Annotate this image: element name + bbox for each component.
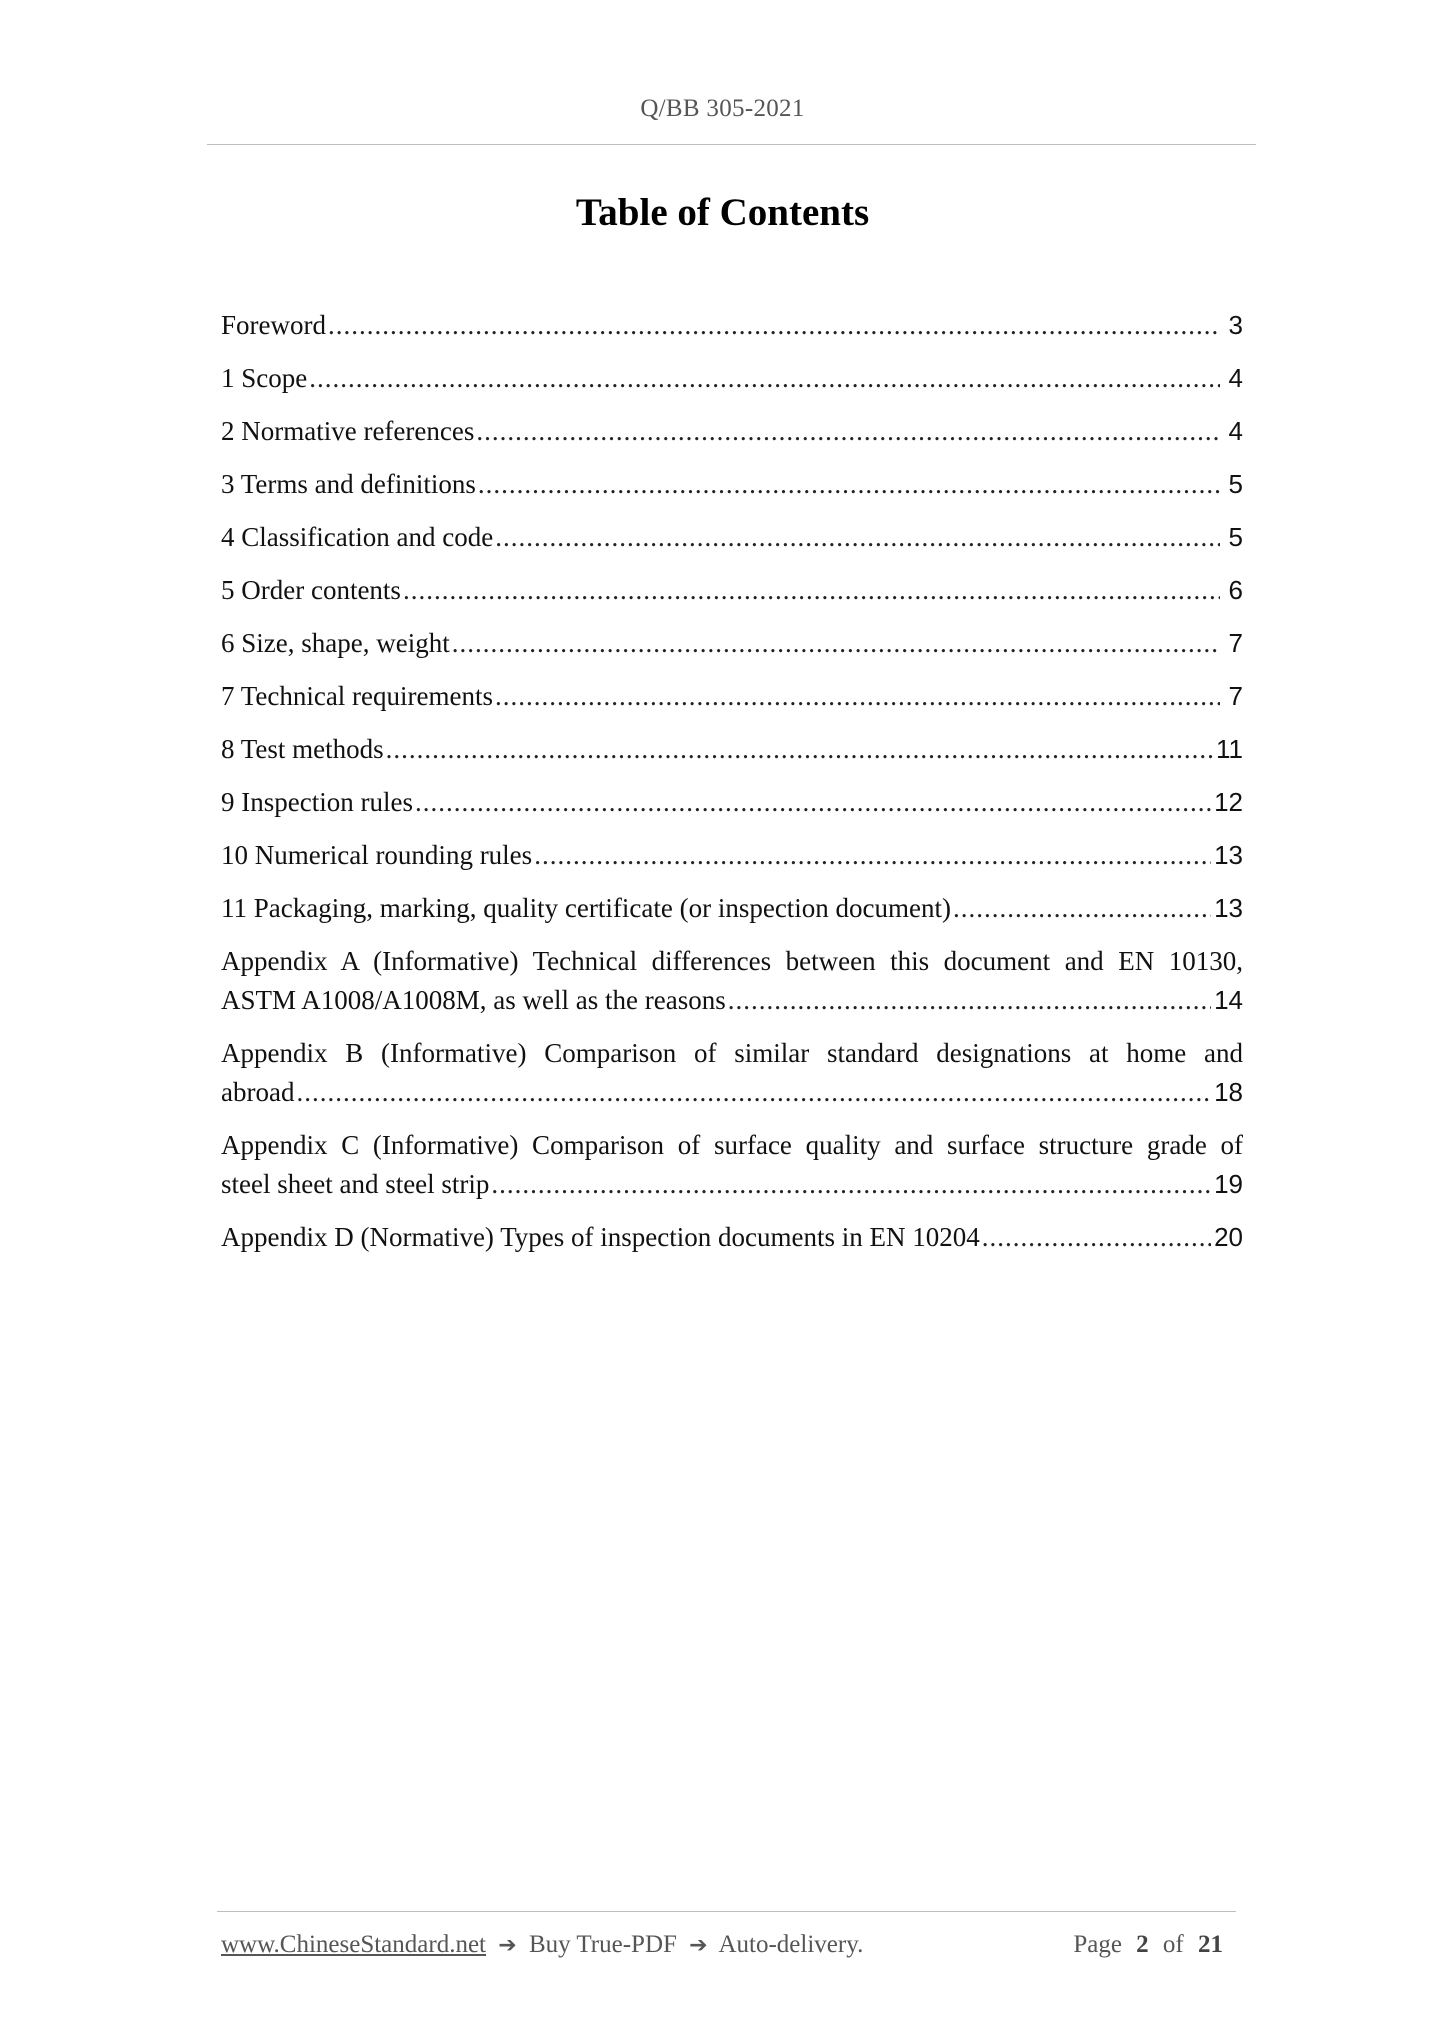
toc-entry-label: 1 Scope — [221, 363, 308, 393]
toc-page-number: 11 — [1216, 734, 1243, 764]
page-title: Table of Contents — [575, 191, 870, 234]
right-arrow-icon: ➔ — [498, 1933, 517, 1958]
toc-leader-dots — [328, 306, 1220, 345]
toc-entry-numerical-rounding-rules[interactable] — [221, 836, 1243, 875]
toc-leader-dots — [728, 981, 1211, 1020]
current-page-number: 2 — [1136, 1931, 1149, 1958]
toc-entry-label-line2: abroad — [221, 1077, 295, 1107]
toc-page-number: 6 — [1228, 575, 1243, 605]
toc-leader-dots — [403, 571, 1220, 610]
toc-entry-terms-definitions[interactable] — [221, 465, 1243, 504]
toc-entry-label-line2: ASTM A1008/A1008M, as well as the reasons — [221, 985, 726, 1015]
right-arrow-icon: ➔ — [689, 1933, 708, 1958]
page-of-label: of — [1162, 1931, 1184, 1958]
toc-leader-dots — [495, 677, 1220, 716]
toc-entry-label: 2 Normative references — [221, 416, 475, 446]
toc-page-number: 5 — [1228, 469, 1243, 499]
toc-page-number: 3 — [1228, 310, 1243, 340]
page-indicator — [1073, 1931, 1231, 1959]
toc-entry-label: 10 Numerical rounding rules — [221, 840, 533, 870]
toc-page-number: 14 — [1214, 985, 1243, 1015]
toc-entry-order-contents[interactable] — [221, 571, 1243, 610]
page-label: Page — [1073, 1931, 1122, 1958]
toc-entry-label-line1: Appendix C (Informative) Comparison of surface quality and surface structure grade of — [221, 1130, 1243, 1160]
toc-page-number: 7 — [1228, 628, 1243, 658]
toc-entry-label-line1: Appendix A (Informative) Technical differences between this document and EN 10130, — [221, 946, 1243, 976]
toc-entry-label-line1: Appendix B (Informative) Comparison of similar standard designations at home and — [221, 1038, 1243, 1068]
toc-page-number: 13 — [1214, 840, 1243, 870]
toc-leader-dots — [296, 1073, 1211, 1112]
toc-entry-label: 5 Order contents — [221, 575, 401, 605]
toc-entry-label: Appendix D (Normative) Types of inspection documents in EN 10204 — [221, 1222, 980, 1252]
toc-page-number: 19 — [1214, 1169, 1243, 1199]
toc-leader-dots — [982, 1218, 1211, 1257]
toc-entry-appendix-a[interactable] — [221, 942, 1243, 1020]
toc-leader-dots — [415, 783, 1211, 822]
toc-page-number: 13 — [1214, 893, 1243, 923]
toc-entry-appendix-b[interactable] — [221, 1034, 1243, 1112]
toc-entry-normative-references[interactable] — [221, 412, 1243, 451]
toc-entry-label: Foreword — [221, 310, 326, 340]
toc-entry-label: 9 Inspection rules — [221, 787, 413, 817]
toc-entry-inspection-rules[interactable] — [221, 783, 1243, 822]
toc-entry-classification-code[interactable] — [221, 518, 1243, 557]
toc-entry-label: 4 Classification and code — [221, 522, 494, 552]
toc-leader-dots — [309, 359, 1220, 398]
toc-page-number: 4 — [1228, 416, 1243, 446]
header-divider — [207, 144, 1256, 145]
table-of-contents — [221, 306, 1243, 1271]
toc-leader-dots — [452, 624, 1220, 663]
toc-entry-appendix-c[interactable] — [221, 1126, 1243, 1204]
toc-entry-appendix-d[interactable] — [221, 1218, 1243, 1257]
toc-leader-dots — [476, 412, 1220, 451]
toc-entry-scope[interactable] — [221, 359, 1243, 398]
toc-page-number: 12 — [1214, 787, 1243, 817]
buy-true-pdf-text: Buy True-PDF — [528, 1931, 677, 1958]
toc-page-number: 4 — [1228, 363, 1243, 393]
toc-leader-dots — [953, 889, 1211, 928]
toc-entry-label: 8 Test methods — [221, 734, 384, 764]
toc-page-number: 5 — [1228, 522, 1243, 552]
site-link[interactable]: www.ChineseStandard.net — [221, 1931, 486, 1958]
toc-entry-foreword[interactable] — [221, 306, 1243, 345]
toc-entry-technical-requirements[interactable] — [221, 677, 1243, 716]
toc-entry-packaging-marking[interactable] — [221, 889, 1243, 928]
toc-entry-label-line2: steel sheet and steel strip — [221, 1169, 490, 1199]
footer-divider — [217, 1911, 1236, 1912]
toc-entry-label: 3 Terms and definitions — [221, 469, 476, 499]
toc-entry-label: 11 Packaging, marking, quality certificate (or inspection document) — [221, 893, 952, 923]
toc-entry-test-methods[interactable] — [221, 730, 1243, 769]
toc-leader-dots — [491, 1165, 1211, 1204]
toc-page-number: 7 — [1228, 681, 1243, 711]
auto-delivery-text: Auto-delivery. — [718, 1931, 864, 1958]
toc-entry-size-shape-weight[interactable] — [221, 624, 1243, 663]
toc-entry-label: 6 Size, shape, weight — [221, 628, 450, 658]
toc-leader-dots — [478, 465, 1220, 504]
document-code-header: Q/BB 305-2021 — [640, 95, 805, 122]
toc-entry-label: 7 Technical requirements — [221, 681, 494, 711]
toc-page-number: 18 — [1214, 1077, 1243, 1107]
toc-leader-dots — [495, 518, 1220, 557]
toc-page-number: 20 — [1214, 1222, 1243, 1252]
toc-leader-dots — [534, 836, 1211, 875]
toc-leader-dots — [386, 730, 1213, 769]
total-pages-number: 21 — [1198, 1931, 1223, 1958]
